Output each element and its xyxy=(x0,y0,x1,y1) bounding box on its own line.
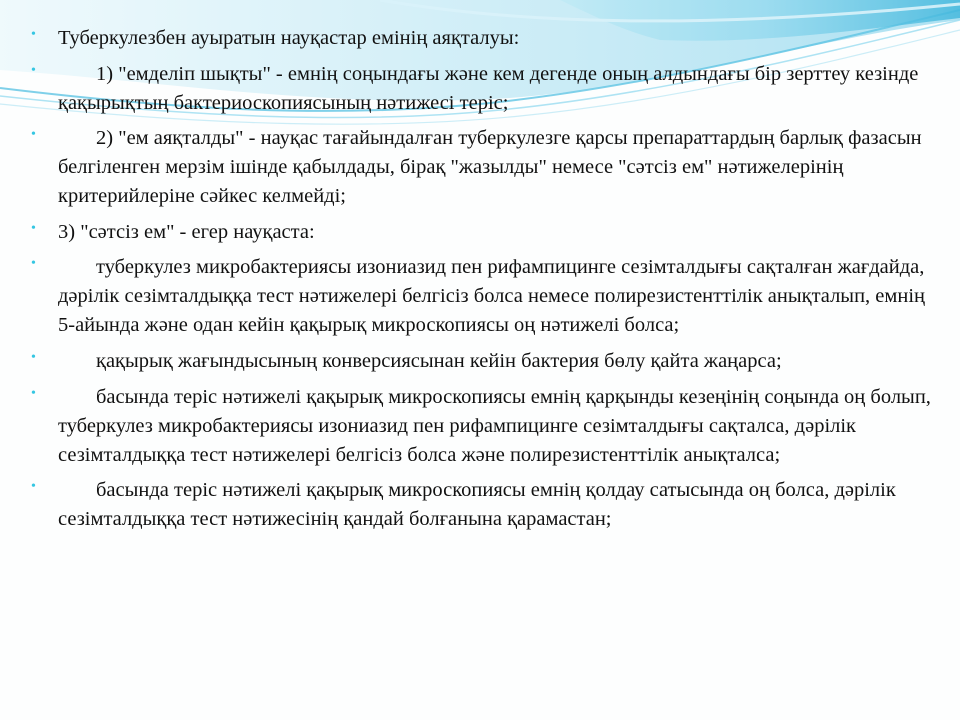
list-item-text: 1) "емделіп шықты" - емнің соңындағы және кем дегенде оның алдындағы бір зерттеу кезінде қақырықтың бактериоскопиясының нәтижесі теріс; xyxy=(58,62,919,114)
bullet-icon: • xyxy=(31,62,36,78)
bullet-icon: • xyxy=(31,479,36,495)
bullet-icon: • xyxy=(31,349,36,365)
bullet-list xyxy=(28,24,936,541)
list-item-text: 3) "сәтсіз ем" - егер науқаста: xyxy=(58,220,315,243)
list-item xyxy=(28,218,936,247)
list-item-text: басында теріс нәтижелі қақырық микроскопиясы емнің қолдау сатысында оң болса, дәрілік сезімталдыққа тест нәтижесінің қандай болғанына қарамастан; xyxy=(58,479,896,531)
list-item-text: Туберкулезбен ауыратын науқастар емінің аяқталуы: xyxy=(58,27,520,49)
list-item-text: 2) "ем аяқталды" - науқас тағайындалған туберкулезге қарсы препараттардың барлық фазасын белгіленген мерзім ішінде қабылдады, бірақ "жазылды" немесе "сәтсіз ем" нәтижелерінің критерийлеріне сәйкес келмейді; xyxy=(58,127,922,208)
bullet-icon: • xyxy=(31,385,36,401)
list-item xyxy=(28,253,936,340)
list-item xyxy=(28,383,936,470)
list-item-text: қақырық жағындысының конверсиясынан кейін бактерия бөлу қайта жаңарса; xyxy=(96,349,782,372)
list-item xyxy=(28,124,936,211)
list-item xyxy=(28,347,936,376)
list-item xyxy=(28,24,936,53)
bullet-icon: • xyxy=(31,127,36,143)
list-item xyxy=(28,476,936,534)
list-item-text: туберкулез микробактериясы изониазид пен рифампицинге сезімталдығы сақталған жағдайда, дәрілік сезімталдыққа тест нәтижелері белгісіз болса немесе полирезистенттілік анықталып, емнің 5-айында және одан кейін қақырық микроскопиясы оң нәтижелі болса; xyxy=(58,256,925,337)
bullet-icon: • xyxy=(31,256,36,272)
bullet-icon: • xyxy=(31,220,36,236)
bullet-icon: • xyxy=(31,27,36,42)
list-item-text: басында теріс нәтижелі қақырық микроскопиясы емнің қарқынды кезеңінің соңында оң болып, туберкулез микробактериясы изониазид пен рифампицинге сезімталдығы сақталса, дәрілік сезімталдыққа тест нәтижелері белгісіз болса және полирезистенттілік анықталса; xyxy=(58,385,931,466)
list-item xyxy=(28,60,936,118)
